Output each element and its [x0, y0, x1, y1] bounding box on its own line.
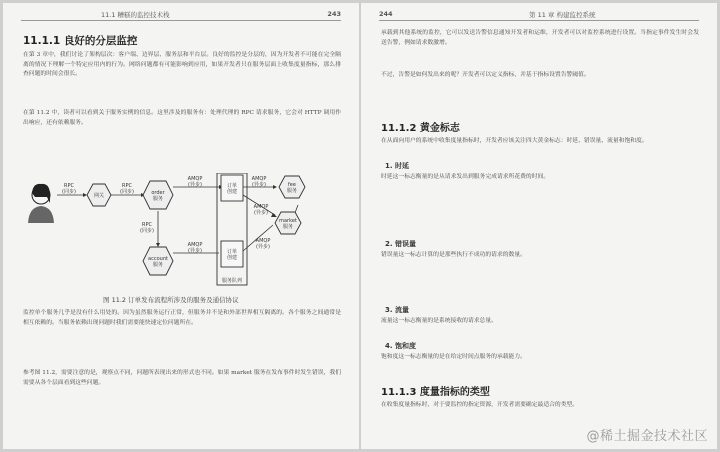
paragraph: 承载到其他系统的监控，它可以发送告警信息通知开发者和运维，开发者可以对监控系统进行设置。当指定事件发生时会发送告警，例如请求数激增。	[381, 30, 699, 46]
page-number: 244	[379, 10, 393, 18]
item-text: 时延这一标志衡量的是从请求发出到服务完成请求所花费的时间。	[381, 174, 550, 180]
left-page-header	[21, 9, 341, 21]
edge-label: AMQP (异步)	[187, 176, 203, 188]
edge-label: AMQP (异步)	[253, 204, 269, 216]
paragraph: 参考图 11.2，需要注意的是，观察点不同，问题所表现出来的形式也不同。如果 market 服务在发布事件时发生错误，我们需要从各个层面看到这些问题。	[23, 370, 341, 386]
edge-label: AMQP (异步)	[251, 176, 267, 188]
service-diagram	[23, 173, 343, 291]
section-title: 11.1.3 度量指标的类型	[381, 387, 490, 398]
node-label: account 服务	[148, 256, 168, 268]
item-title: 2. 错误量	[385, 240, 416, 248]
right-page-header	[379, 9, 699, 21]
node-label: 网关	[93, 193, 105, 199]
node-label: market 服务	[279, 218, 297, 230]
node-label: 订单创建	[226, 183, 238, 195]
user-icon	[28, 184, 54, 223]
item-title: 3. 流量	[385, 306, 409, 314]
paragraph: 不过，告警是如何发出来的呢？开发者可以定义指标，并基于指标设置告警阈值。	[381, 72, 590, 78]
edge-label: AMQP (异步)	[255, 238, 271, 250]
section-title: 11.1.2 黄金标志	[381, 123, 460, 134]
watermark: @稀土掘金技术社区	[586, 429, 708, 444]
paragraph: 监控单个服务几乎是没有什么用处的。因为虽然服务运行正常，但服务并不是和外部世界相互隔离的。各个服务之间通常是相互依赖的。当服务依赖出现问题时我们需要能快速定位问题所在。	[23, 310, 341, 326]
item-title: 1. 时延	[385, 162, 409, 170]
item-text: 饱和度这一标志衡量的是在给定时间点服务的承载能力。	[381, 354, 526, 360]
running-head: 第 11 章 构建监控系统	[529, 11, 596, 19]
item-text: 流量这一标志衡量的是系统接收的请求总量。	[381, 318, 497, 324]
paragraph: 在从面向用户的系统中收集度量指标时，开发者应该关注四大黄金标志：时延、错误量、流量和饱和度。	[381, 138, 648, 144]
edge-label: RPC (同步)	[120, 183, 134, 195]
paragraph: 在第 3 章中，我们讨论了架构层次：客户端、边界层、服务层和平台层。良好的监控是分层的，因为开发者不可能在完全隔离的情况下理解一个特定应用内的行为。网络问题都有可能影响到应用，如果开发者只在服务层面上收集度量指标，那么排查问题的时间会很长。	[23, 52, 341, 78]
figure-caption: 图 11.2 订单发布流程所涉及的服务及通信协议	[103, 296, 239, 304]
running-head: 11.1 糟糕的监控技术栈	[101, 11, 170, 19]
node-label: fee 服务	[286, 182, 298, 194]
node-label: order 服务	[151, 190, 165, 202]
paragraph: 在第 11.2 中，读者可以看到关于服务实例的信息。这里涉及的服务有：处理代理的 RPC 请求服务，它会对 HTTP 调用作出响应，还有依赖服务。	[23, 110, 341, 126]
edge-label: AMQP (异步)	[187, 242, 203, 254]
item-title: 4. 饱和度	[385, 342, 416, 350]
node-label: 服务队列	[221, 278, 243, 284]
left-page	[3, 3, 359, 449]
section-title: 11.1.1 良好的分层监控	[23, 35, 138, 47]
node-label: 订单创建	[226, 249, 238, 261]
page-number: 243	[327, 10, 341, 18]
right-page	[361, 3, 717, 449]
paragraph: 在收集度量指标时，对于要监控的指定资源，开发者需要确定最适合的类型。	[381, 402, 579, 408]
arrowheads	[83, 185, 277, 247]
edge-label: RPC (同步)	[62, 183, 76, 195]
item-text: 错误量这一标志计算的是那些执行不成功的请求的数量。	[381, 252, 526, 258]
edge-label: RPC (同步)	[140, 222, 154, 234]
